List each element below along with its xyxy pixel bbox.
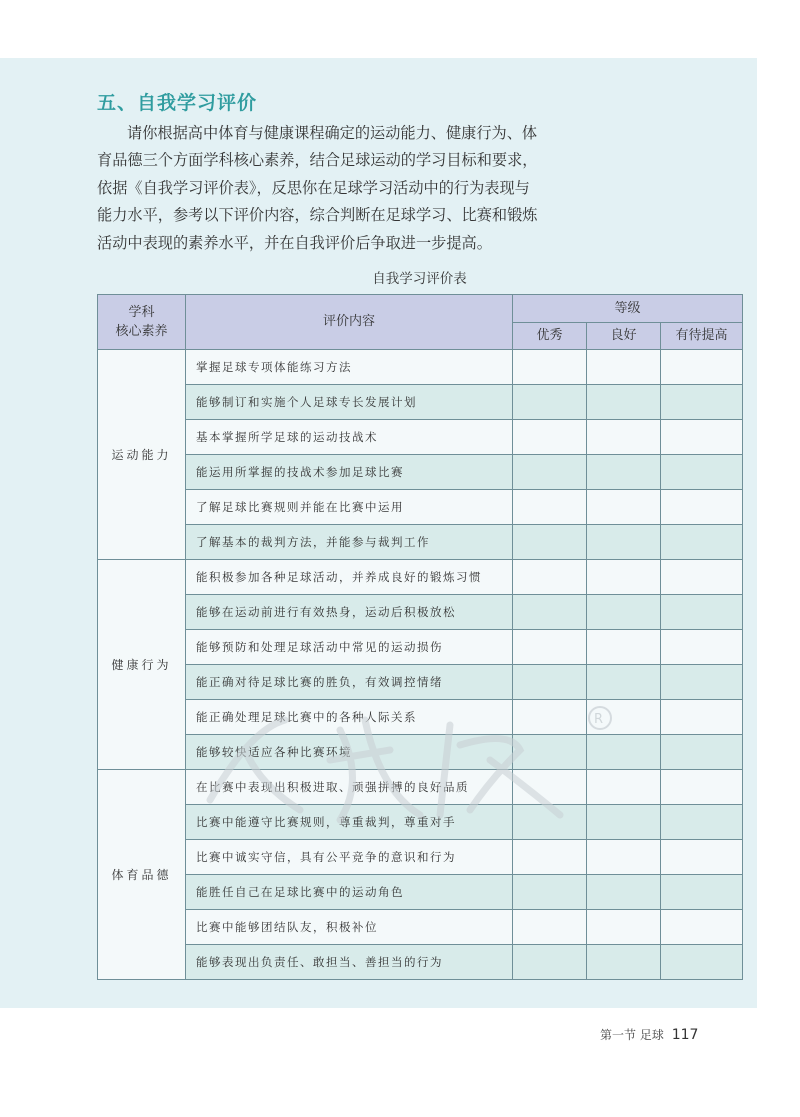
- evaluation-item: 能正确处理足球比赛中的各种人际关系: [186, 700, 513, 735]
- header-core-literacy: 学科 核心素养: [98, 295, 186, 350]
- evaluation-item: 能正确对待足球比赛的胜负，有效调控情绪: [186, 665, 513, 700]
- header-grade-good: 良好: [587, 323, 661, 350]
- grade-cell-improve[interactable]: [661, 735, 743, 770]
- grade-cell-excellent[interactable]: [513, 455, 587, 490]
- grade-cell-improve[interactable]: [661, 490, 743, 525]
- grade-cell-improve[interactable]: [661, 770, 743, 805]
- grade-cell-good[interactable]: [587, 735, 661, 770]
- table-row: [98, 910, 743, 945]
- table-row: [98, 805, 743, 840]
- grade-cell-good[interactable]: [587, 385, 661, 420]
- grade-cell-improve[interactable]: [661, 560, 743, 595]
- footer-chapter: 足球: [639, 1028, 664, 1042]
- evaluation-item: 能够预防和处理足球活动中常见的运动损伤: [186, 630, 513, 665]
- grade-cell-excellent[interactable]: [513, 350, 587, 385]
- grade-cell-good[interactable]: [587, 840, 661, 875]
- evaluation-item: 能够表现出负责任、敢担当、善担当的行为: [186, 945, 513, 980]
- evaluation-item: 能胜任自己在足球比赛中的运动角色: [186, 875, 513, 910]
- grade-cell-excellent[interactable]: [513, 735, 587, 770]
- grade-cell-improve[interactable]: [661, 945, 743, 980]
- table-caption: 自我学习评价表: [372, 271, 467, 287]
- grade-cell-improve[interactable]: [661, 840, 743, 875]
- table-row: [98, 665, 743, 700]
- grade-cell-good[interactable]: [587, 770, 661, 805]
- evaluation-item: 能积极参加各种足球活动，并养成良好的锻炼习惯: [186, 560, 513, 595]
- table-row: [98, 630, 743, 665]
- intro-line: 活动中表现的素养水平，并在自我评价后争取进一步提高。: [97, 233, 492, 252]
- grade-cell-excellent[interactable]: [513, 805, 587, 840]
- grade-cell-good[interactable]: [587, 700, 661, 735]
- self-evaluation-table: [97, 294, 743, 980]
- header-grade: 等级: [513, 295, 743, 323]
- grade-cell-improve[interactable]: [661, 525, 743, 560]
- grade-cell-excellent[interactable]: [513, 490, 587, 525]
- table-row: [98, 455, 743, 490]
- grade-cell-excellent[interactable]: [513, 665, 587, 700]
- grade-cell-good[interactable]: [587, 665, 661, 700]
- table-row: [98, 350, 743, 385]
- grade-cell-improve[interactable]: [661, 910, 743, 945]
- evaluation-item: 掌握足球专项体能练习方法: [186, 350, 513, 385]
- grade-cell-good[interactable]: [587, 455, 661, 490]
- grade-cell-excellent[interactable]: [513, 700, 587, 735]
- table-row: [98, 945, 743, 980]
- evaluation-item: 了解足球比赛规则并能在比赛中运用: [186, 490, 513, 525]
- evaluation-item: 能够制订和实施个人足球专长发展计划: [186, 385, 513, 420]
- grade-cell-good[interactable]: [587, 910, 661, 945]
- grade-cell-excellent[interactable]: [513, 420, 587, 455]
- table-row: [98, 875, 743, 910]
- grade-cell-improve[interactable]: [661, 875, 743, 910]
- grade-cell-excellent[interactable]: [513, 945, 587, 980]
- grade-cell-excellent[interactable]: [513, 385, 587, 420]
- grade-cell-good[interactable]: [587, 350, 661, 385]
- grade-cell-improve[interactable]: [661, 805, 743, 840]
- category-cell: 体育品德: [98, 770, 186, 980]
- intro-line: 能力水平，参考以下评价内容，综合判断在足球学习、比赛和锻炼: [97, 206, 538, 225]
- table-row: [98, 735, 743, 770]
- grade-cell-good[interactable]: [587, 805, 661, 840]
- grade-cell-improve[interactable]: [661, 350, 743, 385]
- grade-cell-improve[interactable]: [661, 665, 743, 700]
- page-number: 117: [671, 1027, 699, 1043]
- evaluation-item: 能够较快适应各种比赛环境: [186, 735, 513, 770]
- table-row: [98, 770, 743, 805]
- evaluation-item: 比赛中诚实守信，具有公平竞争的意识和行为: [186, 840, 513, 875]
- grade-cell-good[interactable]: [587, 420, 661, 455]
- intro-paragraph: [97, 120, 563, 257]
- grade-cell-excellent[interactable]: [513, 910, 587, 945]
- category-cell: 运动能力: [98, 350, 186, 560]
- table-row: [98, 840, 743, 875]
- evaluation-item: 比赛中能遵守比赛规则，尊重裁判，尊重对手: [186, 805, 513, 840]
- grade-cell-good[interactable]: [587, 560, 661, 595]
- header-grade-improve: 有待提高: [661, 323, 743, 350]
- grade-cell-excellent[interactable]: [513, 840, 587, 875]
- table-row: [98, 700, 743, 735]
- grade-cell-improve[interactable]: [661, 700, 743, 735]
- evaluation-item: 比赛中能够团结队友，积极补位: [186, 910, 513, 945]
- grade-cell-excellent[interactable]: [513, 770, 587, 805]
- table-row: [98, 420, 743, 455]
- intro-line: 依据《自我学习评价表》，反思你在足球学习活动中的行为表现与: [97, 178, 530, 197]
- grade-cell-good[interactable]: [587, 630, 661, 665]
- grade-cell-improve[interactable]: [661, 630, 743, 665]
- grade-cell-improve[interactable]: [661, 595, 743, 630]
- grade-cell-improve[interactable]: [661, 455, 743, 490]
- footer-section: 第一节: [600, 1028, 637, 1042]
- grade-cell-good[interactable]: [587, 595, 661, 630]
- evaluation-item: 基本掌握所学足球的运动技战术: [186, 420, 513, 455]
- grade-cell-excellent[interactable]: [513, 560, 587, 595]
- table-row: [98, 490, 743, 525]
- table-body: [98, 350, 743, 980]
- header-grade-excellent: 优秀: [513, 323, 587, 350]
- table-row: [98, 560, 743, 595]
- evaluation-item: 在比赛中表现出积极进取、顽强拼搏的良好品质: [186, 770, 513, 805]
- evaluation-item: 了解基本的裁判方法，并能参与裁判工作: [186, 525, 513, 560]
- evaluation-item: 能运用所掌握的技战术参加足球比赛: [186, 455, 513, 490]
- header-content: 评价内容: [186, 295, 513, 350]
- section-title: 五、自我学习评价: [97, 92, 258, 114]
- grade-cell-good[interactable]: [587, 945, 661, 980]
- grade-cell-improve[interactable]: [661, 385, 743, 420]
- evaluation-item: 能够在运动前进行有效热身，运动后积极放松: [186, 595, 513, 630]
- grade-cell-good[interactable]: [587, 525, 661, 560]
- grade-cell-excellent[interactable]: [513, 875, 587, 910]
- table-row: [98, 385, 743, 420]
- table-row: [98, 595, 743, 630]
- grade-cell-good[interactable]: [587, 875, 661, 910]
- page-footer: [600, 1026, 698, 1043]
- grade-cell-improve[interactable]: [661, 420, 743, 455]
- svg-text:R: R: [594, 712, 604, 727]
- intro-line: 育品德三个方面学科核心素养，结合足球运动的学习目标和要求，: [97, 151, 538, 170]
- intro-line: 请你根据高中体育与健康课程确定的运动能力、健康行为、体: [127, 124, 538, 142]
- category-cell: 健康行为: [98, 560, 186, 770]
- grade-cell-excellent[interactable]: [513, 630, 587, 665]
- grade-cell-good[interactable]: [587, 490, 661, 525]
- grade-cell-excellent[interactable]: [513, 595, 587, 630]
- grade-cell-excellent[interactable]: [513, 525, 587, 560]
- table-row: [98, 525, 743, 560]
